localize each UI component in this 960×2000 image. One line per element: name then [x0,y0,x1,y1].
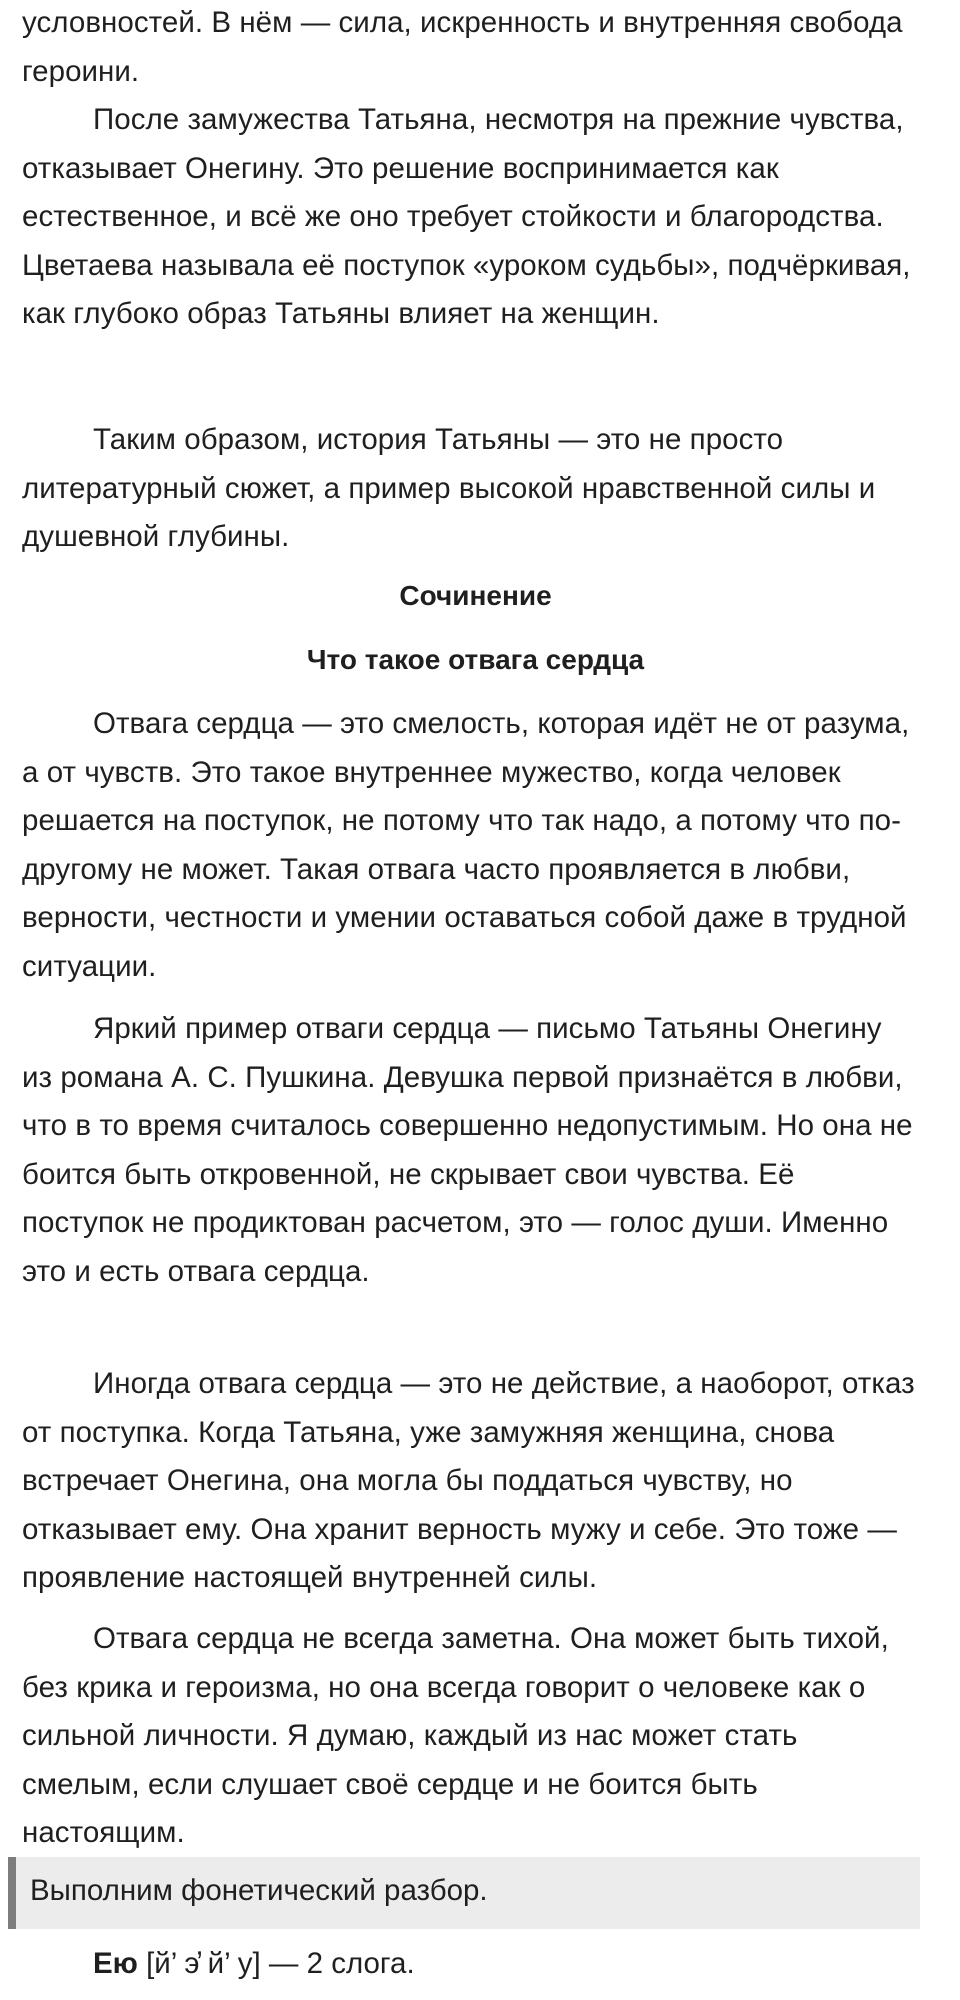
intro-tail-paragraph: условностей. В нём — сила, искренность и внутренняя свобода героини. [22,6,903,88]
tatyana-paragraph-2: Таким образом, история Татьяны — это не просто литературный сюжет, а пример высокой нравственной силы и душевной глубины. [22,423,876,553]
essay-paragraph-4: Отвага сердца не всегда заметна. Она может быть тихой, без крика и героизма, но она всегда говорит о человеке как о сильной личности. Я думаю, каждый из нас может стать смелым, если слушает своё сердце и не боится быть настоящим. [22,1622,889,1849]
essay-paragraph-3: Иногда отвага сердца — это не действие, а наоборот, отказ от поступка. Когда Татьяна, уже замужняя женщина, снова встречает Онегина, она могла бы поддаться чувству, но отказывает ему. Она хранит верность мужу и себе. Это тоже — проявление настоящей внутренней силы. [22,1367,915,1594]
essay-title: Что такое отвага сердца [306,644,645,675]
phonetic-analysis-callout [8,1857,920,1929]
phonetic-word: Ею [93,1947,138,1980]
phonetic-line [93,1940,415,1988]
essay-paragraph-2: Яркий пример отваги сердца — письмо Татьяны Онегину из романа А. С. Пушкина. Девушка первой признаётся в любви, что в то время считалось совершенно недопустимым. Но она не боится быть откровенной, не скрывает свои чувства. Её поступок не продиктован расчетом, это — голос души. Именно это и есть отвага сердца. [22,1012,913,1288]
phonetic-transcription: [й’ э̕ й’ у] — 2 слога. [137,1947,415,1980]
callout-text: Выполним фонетический разбор. [30,1874,488,1907]
essay-label: Сочинение [399,580,552,611]
tatyana-paragraph-1: После замужества Татьяна, несмотря на прежние чувства, отказывает Онегину. Это решение воспринимается как естественное, и всё же оно требует стойкости и благородства. Цветаева называла её поступок «уроком судьбы», подчёркивая, как глубоко образ Татьяны влияет на женщин. [22,103,911,330]
essay-paragraph-1: Отвага сердца — это смелость, которая идёт не от разума, а от чувств. Это такое внутреннее мужество, когда человек решается на поступок, не потому что так надо, а потому что по-другому не может. Такая отвага часто проявляется в любви, верности, честности и умении оставаться собой даже в трудной ситуации. [22,707,910,983]
